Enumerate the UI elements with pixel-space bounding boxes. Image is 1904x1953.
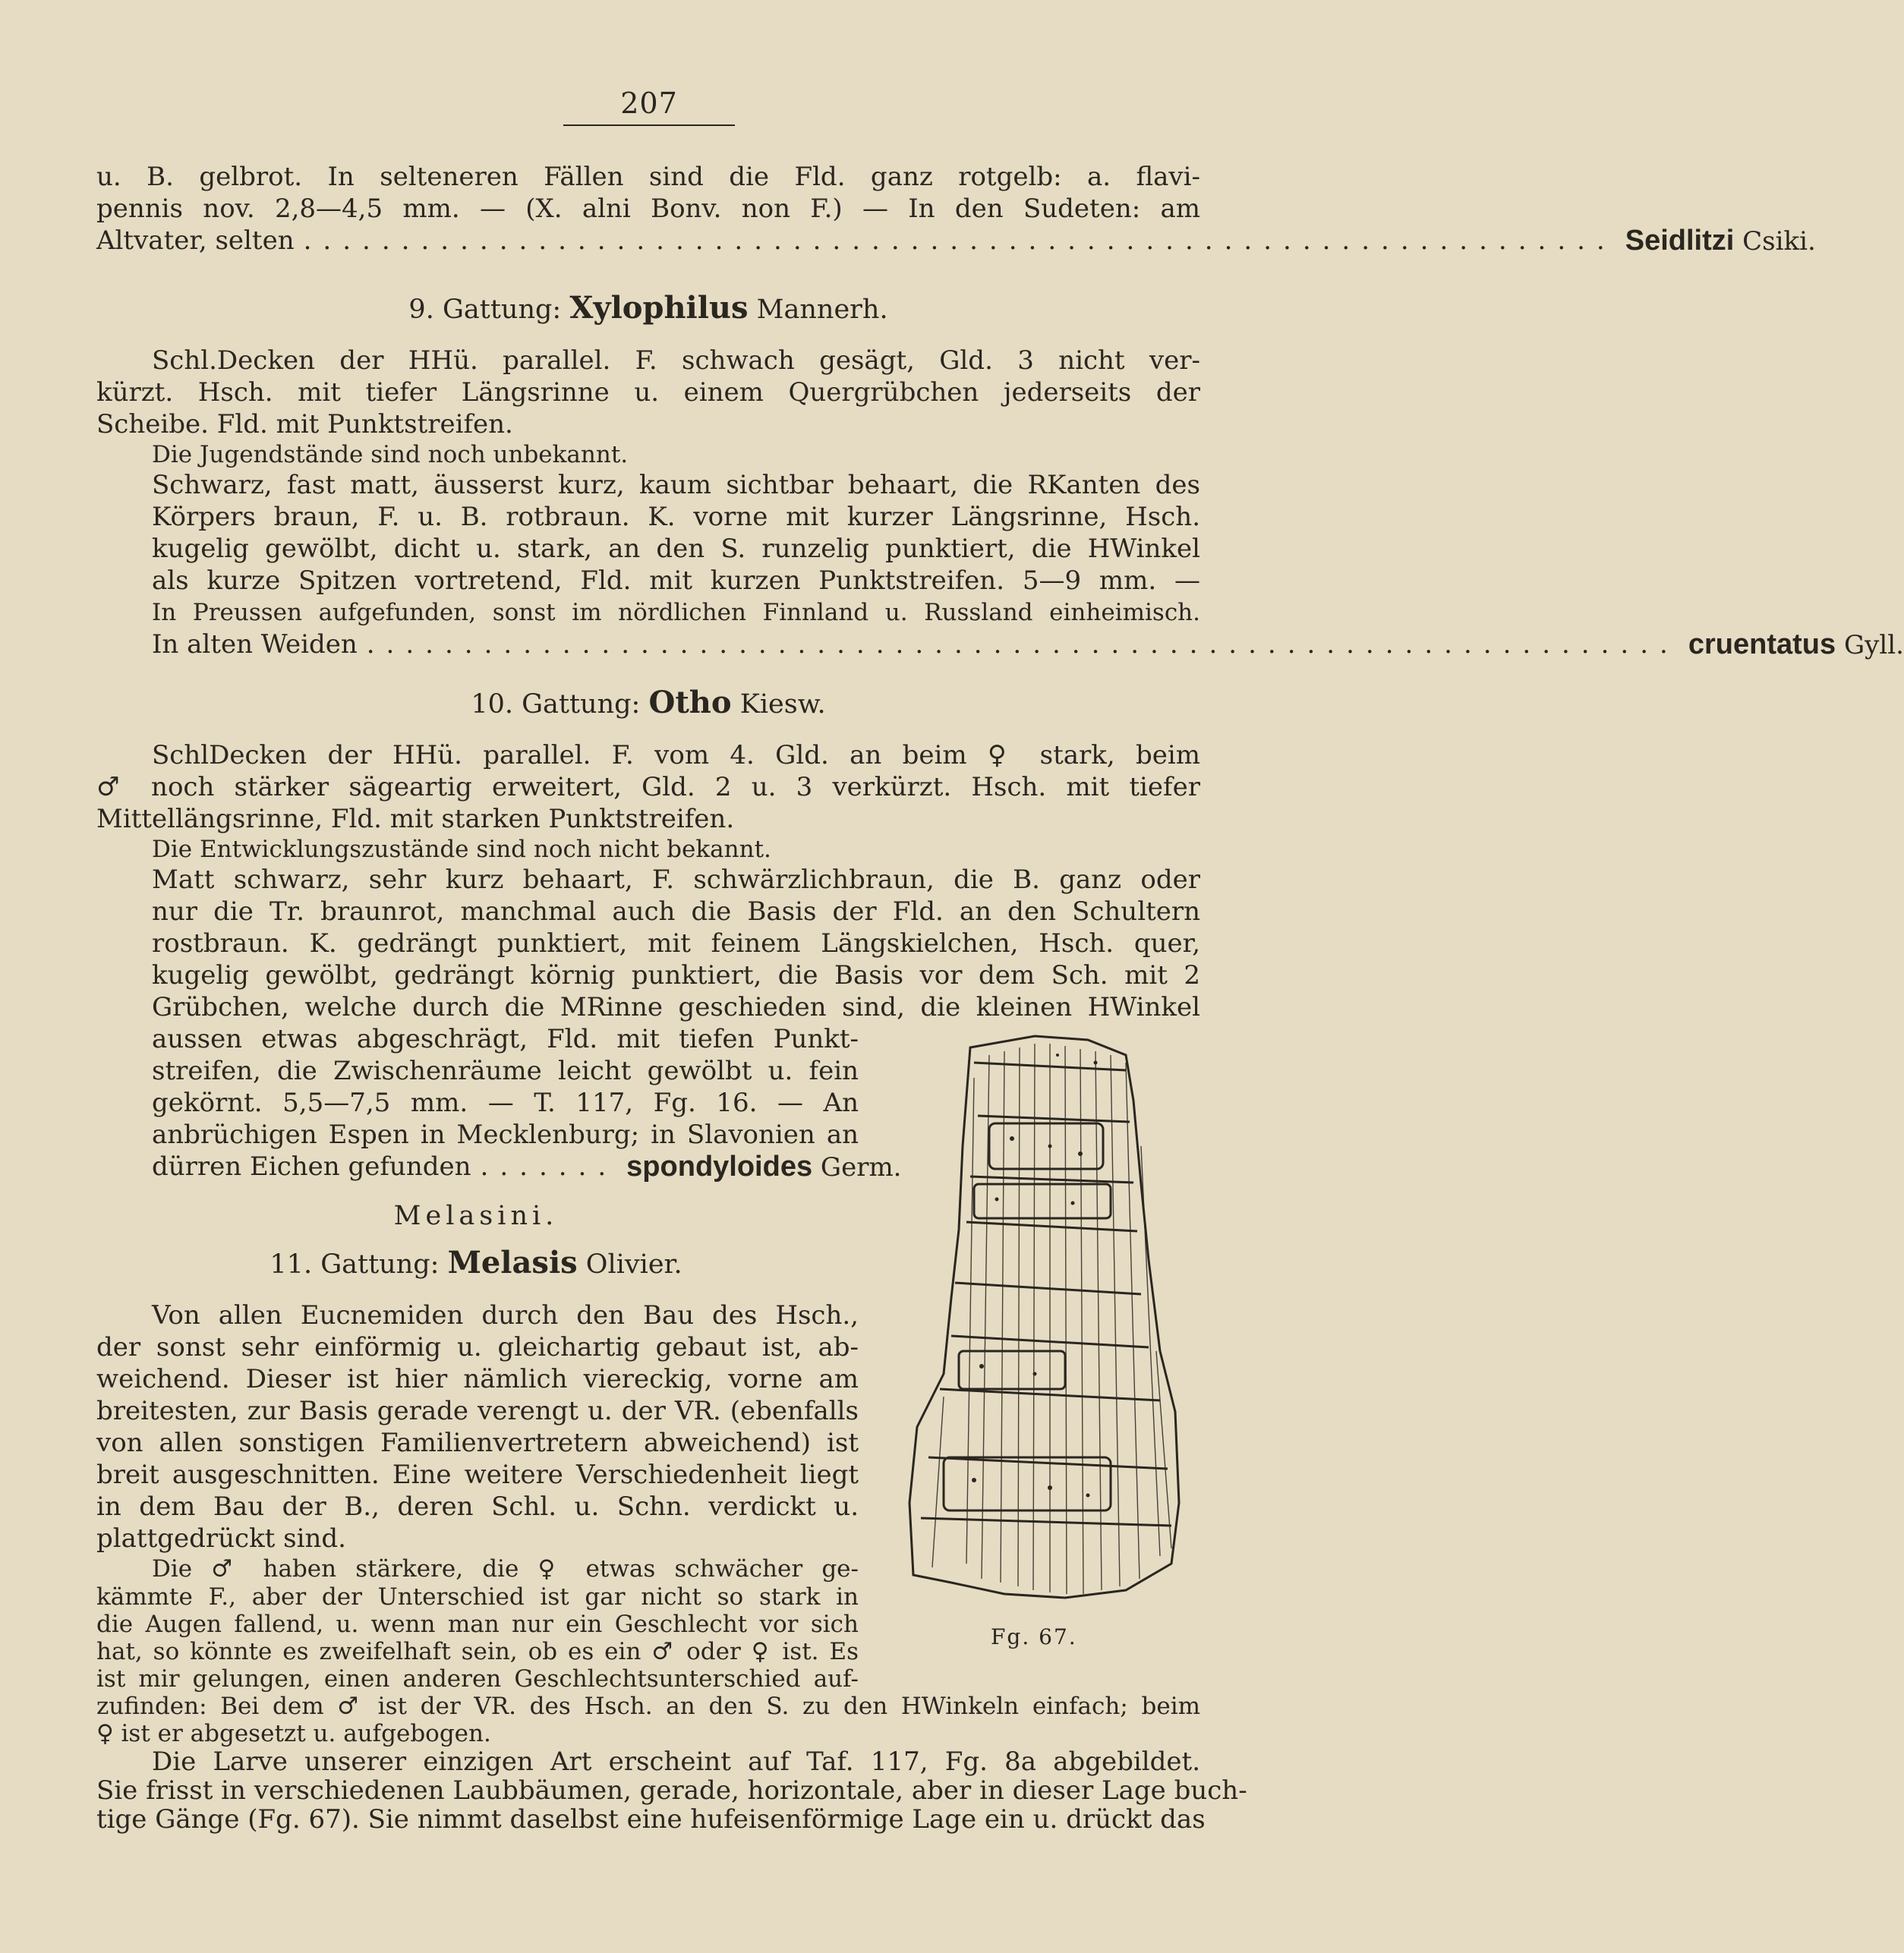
text-line: Körpers braun, F. u. B. rotbraun. K. vorne mit kurzer Längsrinne, Hsch. (152, 502, 1200, 532)
genus-author: Mannerh. (756, 295, 888, 325)
species-line (96, 225, 1816, 257)
note-line: Die Jugendstände sind noch unbekannt. (152, 441, 629, 468)
text-line: nur die Tr. braunrot, manchmal auch die Basis der Fld. an den Schultern (152, 896, 1200, 927)
text-line: Schl.Decken der HHü. parallel. F. schwach gesägt, Gld. 3 nicht ver- (152, 345, 1200, 376)
text-line: Die Larve unserer einzigen Art erscheint auf Taf. 117, Fg. 8a abgebildet. (152, 1747, 1200, 1777)
text-line: kürzt. Hsch. mit tiefer Längsrinne u. einem Quergrübchen jederseits der (96, 377, 1200, 408)
page-number-rule (563, 124, 735, 126)
text-line: Mittellängsrinne, Fld. mit starken Punktstreifen. (96, 804, 735, 834)
text-line: Die ♂ haben stärkere, die ♀ etwas schwächer ge- (152, 1555, 859, 1583)
leader-dots: ................................................................... (366, 629, 1679, 660)
text-line: in dem Bau der B., deren Schl. u. Schn. verdickt u. (96, 1492, 859, 1522)
text-line: von allen sonstigen Familienvertretern abweichend) ist (96, 1428, 859, 1458)
text-line: zufinden: Bei dem ♂ ist der VR. des Hsch. an den S. zu den HWinkeln einfach; beim (96, 1693, 1200, 1720)
genus-number: 10. Gattung: (471, 689, 641, 720)
locality-text: dürren Eichen gefunden (152, 1151, 471, 1182)
genus-name: Otho (648, 685, 732, 720)
genus-author: Kiesw. (739, 689, 826, 720)
locality-text: In alten Weiden (152, 629, 358, 660)
species-author: Germ. (820, 1152, 902, 1183)
text-line: breit ausgeschnitten. Eine weitere Verschiedenheit liegt (96, 1460, 859, 1490)
text-line: ♀ ist er abgesetzt u. aufgebogen. (96, 1720, 491, 1747)
genus-heading-otho (96, 683, 1200, 723)
text-line: Grübchen, welche durch die MRinne geschieden sind, die kleinen HWinkel (152, 992, 1200, 1022)
wood-gallery-illustration (898, 1032, 1187, 1609)
text-line: weichend. Dieser ist hier nämlich viereckig, vorne am (96, 1364, 859, 1394)
text-line: Von allen Eucnemiden durch den Bau des Hsch., (152, 1300, 859, 1331)
species-name: Seidlitzi (1625, 225, 1735, 257)
species-name: cruentatus (1688, 628, 1836, 660)
page-number: 207 (620, 87, 678, 120)
text-line: als kurze Spitzen vortretend, Fld. mit kurzen Punktstreifen. 5—9 mm. — (152, 565, 1200, 596)
text-line: streifen, die Zwischenräume leicht gewölbt u. fein (152, 1056, 859, 1086)
text-line: u. B. gelbrot. In selteneren Fällen sind die Fld. ganz rotgelb: a. flavi- (96, 162, 1200, 192)
tribe-heading: Melasini. (393, 1201, 559, 1231)
text-line: Schwarz, fast matt, äusserst kurz, kaum sichtbar behaart, die RKanten des (152, 470, 1200, 500)
species-author: Gyll. (1843, 630, 1904, 660)
text-line: plattgedrückt sind. (96, 1523, 346, 1554)
text-line: aussen etwas abgeschrägt, Fld. mit tiefen Punkt- (152, 1024, 859, 1054)
species-name: spondyloides (626, 1151, 813, 1183)
text-line: gekörnt. 5,5—7,5 mm. — T. 117, Fg. 16. — An (152, 1088, 859, 1118)
leader-dots: ....... (480, 1151, 618, 1182)
species-line (96, 628, 1904, 660)
leader-dots: ................................................................... (303, 225, 1616, 256)
text-line: die Augen fallend, u. wenn man nur ein Geschlecht vor sich (96, 1611, 859, 1638)
text-line: der sonst sehr einförmig u. gleichartig gebaut ist, ab- (96, 1332, 859, 1362)
species-author: Csiki. (1742, 226, 1816, 257)
text-line: Scheibe. Fld. mit Punktstreifen. (96, 409, 513, 439)
genus-heading-melasis (96, 1243, 856, 1283)
text-line: ♂ noch stärker sägeartig erweitert, Gld. 2 u. 3 verkürzt. Hsch. mit tiefer (96, 772, 1200, 802)
species-line (96, 1151, 902, 1183)
text-line: kugelig gewölbt, gedrängt körnig punktiert, die Basis vor dem Sch. mit 2 (152, 960, 1200, 991)
text-line: breitesten, zur Basis gerade verengt u. der VR. (ebenfalls (96, 1396, 859, 1426)
locality-text: Altvater, selten (96, 225, 295, 256)
text-line: anbrüchigen Espen in Mecklenburg; in Slavonien an (152, 1120, 859, 1150)
text-line: pennis nov. 2,8—4,5 mm. — (X. alni Bonv. non F.) — In den Sudeten: am (96, 194, 1200, 224)
text-line: hat, so könnte es zweifelhaft sein, ob es ein ♂ oder ♀ ist. Es (96, 1638, 859, 1665)
text-line: Sie frisst in verschiedenen Laubbäumen, gerade, horizontale, aber in dieser Lage buch- (96, 1775, 1247, 1806)
genus-name: Xylophilus (569, 290, 749, 326)
text-line: rostbraun. K. gedrängt punktiert, mit feinem Längskielchen, Hsch. quer, (152, 928, 1200, 959)
text-line: Matt schwarz, sehr kurz behaart, F. schwärzlichbraun, die B. ganz oder (152, 865, 1200, 895)
genus-number: 9. Gattung: (408, 295, 562, 325)
text-line: In Preussen aufgefunden, sonst im nördlichen Finnland u. Russland einheimisch. (152, 599, 1200, 626)
text-line: tige Gänge (Fg. 67). Sie nimmt daselbst eine hufeisenförmige Lage ein u. drückt das (96, 1804, 1206, 1835)
block-seidlitzi (96, 161, 1816, 257)
note-line: Die Entwicklungszustände sind noch nicht bekannt. (152, 836, 771, 863)
figure-caption: Fg. 67. (991, 1624, 1077, 1649)
text-line: kämmte F., aber der Unterschied ist gar nicht so stark in (96, 1583, 859, 1611)
genus-heading-xylophilus (96, 288, 1200, 328)
block-xylophilus (96, 345, 1904, 660)
text-line: kugelig gewölbt, dicht u. stark, an den S. runzelig punktiert, die HWinkel (152, 534, 1200, 564)
genus-author: Olivier. (585, 1249, 682, 1280)
text-line: ist mir gelungen, einen anderen Geschlechtsunterschied auf- (96, 1665, 859, 1693)
genus-number: 11. Gattung: (270, 1249, 440, 1280)
text-line: SchlDecken der HHü. parallel. F. vom 4. Gld. an beim ♀ stark, beim (152, 740, 1200, 770)
genus-name: Melasis (447, 1245, 578, 1280)
